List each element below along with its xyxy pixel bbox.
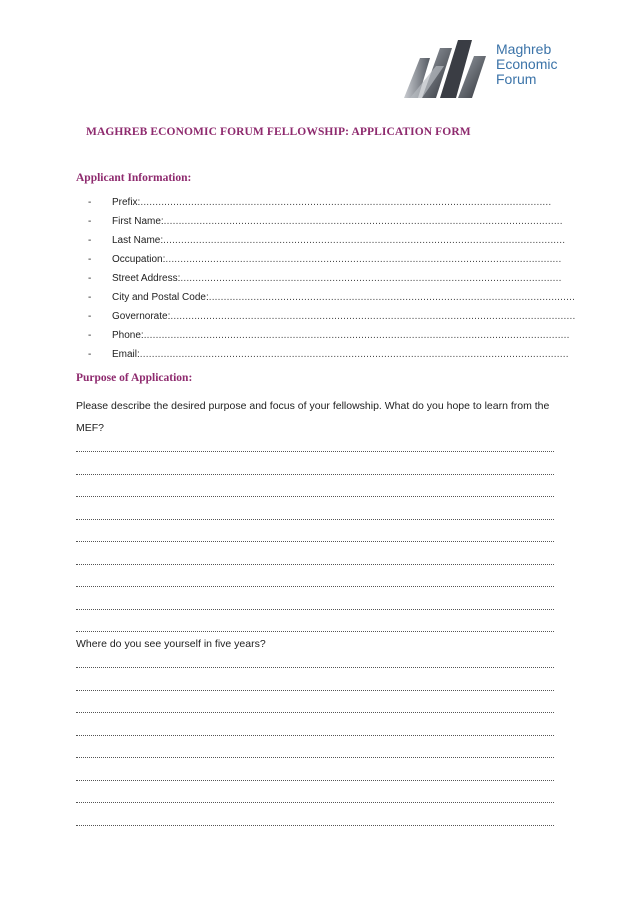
field-bullet: - xyxy=(88,197,92,208)
answer-line[interactable] xyxy=(76,519,554,542)
answer-line[interactable] xyxy=(76,712,554,735)
field-fill-line[interactable]: ................................................................................................................................ xyxy=(180,273,562,284)
field-label: Phone: xyxy=(112,330,144,341)
form-title: MAGHREB ECONOMIC FORUM FELLOWSHIP: APPLICATION FORM xyxy=(86,126,471,138)
field-fill-line[interactable]: ..................................................................................................................................... xyxy=(165,254,562,265)
applicant-field[interactable] xyxy=(88,212,563,231)
field-label: Prefix: xyxy=(112,197,141,208)
field-bullet: - xyxy=(88,349,92,360)
field-bullet: - xyxy=(88,330,92,341)
five-years-question: Where do you see yourself in five years? xyxy=(76,638,266,650)
purpose-of-application-heading: Purpose of Application: xyxy=(76,372,193,384)
answer-line[interactable] xyxy=(76,496,554,519)
applicant-fields-list xyxy=(88,193,576,364)
answer-line[interactable] xyxy=(76,825,554,848)
field-label: Governorate: xyxy=(112,311,171,322)
applicant-field[interactable] xyxy=(88,250,562,269)
answer-line[interactable] xyxy=(76,564,554,587)
applicant-field[interactable] xyxy=(88,288,576,307)
applicant-field[interactable] xyxy=(88,345,569,364)
logo-line-2: Economic xyxy=(496,56,558,72)
field-fill-line[interactable]: ............................................................................................................................................... xyxy=(143,330,570,341)
answer-line[interactable] xyxy=(76,735,554,758)
field-label: Last Name: xyxy=(112,235,164,246)
field-fill-line[interactable]: ....................................................................................................................................... xyxy=(163,235,566,246)
field-label: City and Postal Code: xyxy=(112,292,209,303)
field-fill-line[interactable]: ................................................................................................................................................ xyxy=(139,349,569,360)
applicant-field[interactable] xyxy=(88,326,570,345)
mef-logo xyxy=(400,36,570,104)
field-label: Email: xyxy=(112,349,140,360)
answer-line[interactable] xyxy=(76,451,554,474)
field-bullet: - xyxy=(88,292,92,303)
field-bullet: - xyxy=(88,235,92,246)
field-fill-line[interactable]: .......................................................................................................................................... xyxy=(140,197,552,208)
answer-line[interactable] xyxy=(76,474,554,497)
purpose-question: Please describe the desired purpose and focus of your fellowship. What do you hope to learn from the MEF? xyxy=(76,400,550,434)
answer-line[interactable] xyxy=(76,780,554,803)
answer-line[interactable] xyxy=(76,802,554,825)
applicant-field[interactable] xyxy=(88,269,562,288)
answer-line[interactable] xyxy=(76,586,554,609)
applicant-field[interactable] xyxy=(88,307,576,326)
field-bullet: - xyxy=(88,311,92,322)
mef-logo-mark-icon xyxy=(400,36,492,100)
field-label: Occupation: xyxy=(112,254,166,265)
field-bullet: - xyxy=(88,254,92,265)
field-bullet: - xyxy=(88,216,92,227)
field-label: First Name: xyxy=(112,216,164,227)
purpose-answer-area[interactable] xyxy=(76,451,554,654)
field-fill-line[interactable]: ........................................................................................................................... xyxy=(208,292,576,303)
applicant-field[interactable] xyxy=(88,193,552,212)
field-bullet: - xyxy=(88,273,92,284)
field-fill-line[interactable]: ........................................................................................................................................ xyxy=(170,311,576,322)
answer-line[interactable] xyxy=(76,541,554,564)
logo-line-1: Maghreb xyxy=(496,41,552,57)
logo-line-3: Forum xyxy=(496,71,537,87)
answer-line[interactable] xyxy=(76,690,554,713)
answer-line[interactable] xyxy=(76,667,554,690)
field-label: Street Address: xyxy=(112,273,181,284)
applicant-information-heading: Applicant Information: xyxy=(76,172,192,184)
five-years-answer-area[interactable] xyxy=(76,667,554,847)
mef-logo-text xyxy=(496,42,557,87)
answer-line[interactable] xyxy=(76,609,554,632)
applicant-field[interactable] xyxy=(88,231,566,250)
answer-line[interactable] xyxy=(76,757,554,780)
field-fill-line[interactable]: ...................................................................................................................................... xyxy=(163,216,563,227)
